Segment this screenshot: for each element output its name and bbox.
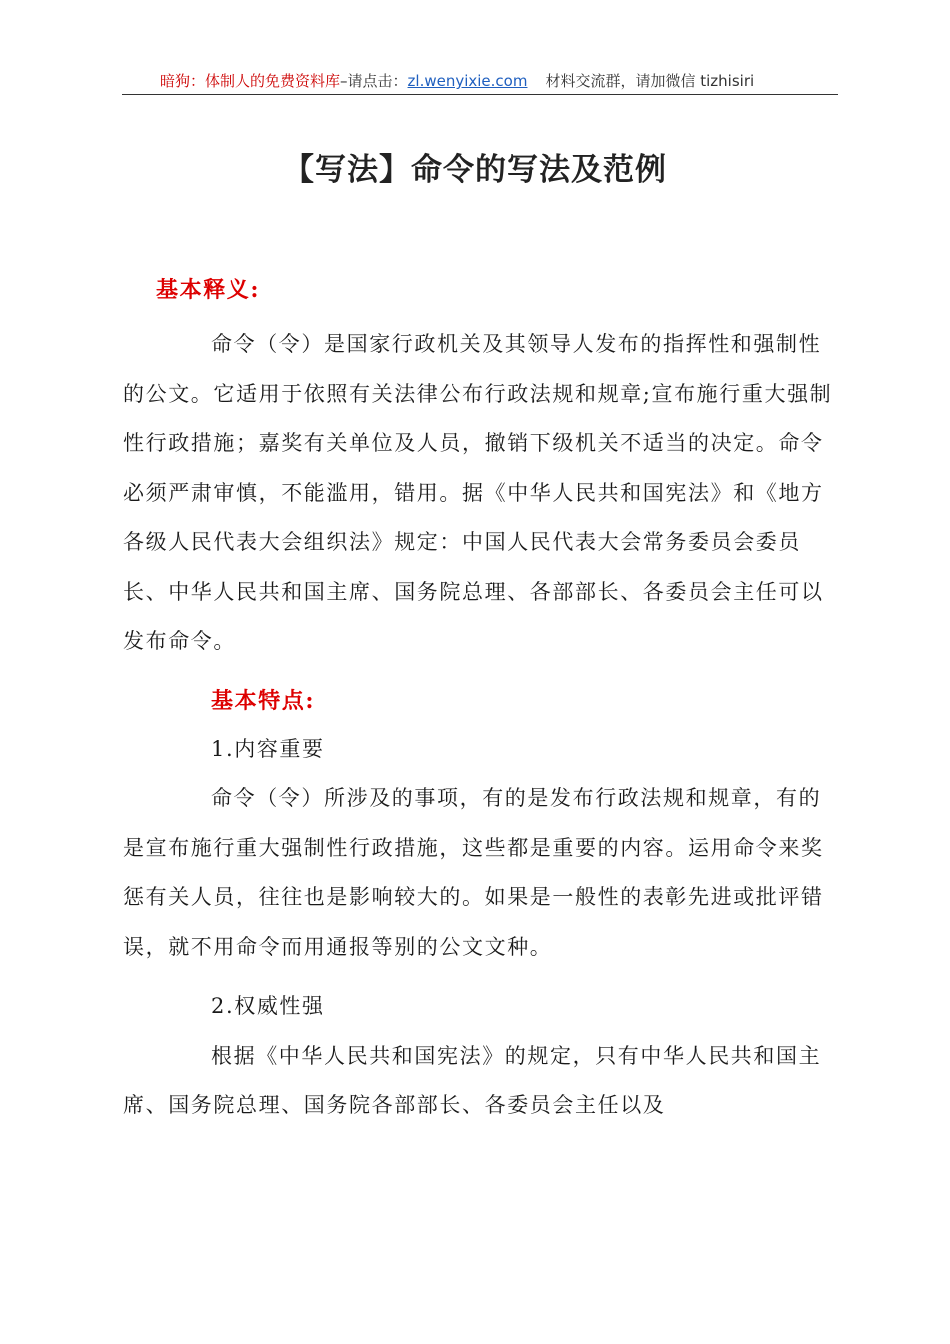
section-heading-features: 基本特点: xyxy=(211,687,316,714)
feature-item-title-2: 2.权威性强 xyxy=(211,994,325,1018)
header-wechat-text: 材料交流群，请加微信 tizhisiri xyxy=(545,72,755,90)
page-header xyxy=(122,68,838,95)
feature-item-paragraph-1: 命令（令）所涉及的事项，有的是发布行政法规和规章，有的是宣布施行重大强制性行政措施，这些都是重要的内容。运用命令来奖惩有关人员，往往也是影响较大的。如果是一般性的表彰先进或批评错误，就不用命令而用通报等别的公文文种。 xyxy=(123,786,824,959)
document-title: 【写法】命令的写法及范例 xyxy=(283,151,667,188)
feature-item-title-1: 1.内容重要 xyxy=(211,736,325,761)
section-heading-definition: 基本释义: xyxy=(156,277,261,303)
header-line xyxy=(160,70,754,92)
header-click-text: –请点击： xyxy=(340,72,408,90)
feature-item-paragraph-2: 根据《中华人民共和国宪法》的规定，只有中华人民共和国主席、国务院总理、国务院各部部长、各委员会主任以及 xyxy=(123,1043,822,1117)
document-body xyxy=(123,270,843,1131)
header-website-link[interactable]: zl.wenyixie.com xyxy=(407,72,528,90)
definition-paragraph: 命令（令）是国家行政机关及其领导人发布的指挥性和强制性的公文。它适用于依照有关法律公布行政法规和规章;宣布施行重大强制性行政措施；嘉奖有关单位及人员，撤销下级机关不适当的决定。命令必须严肃审慎，不能滥用，错用。据《中华人民共和国宪法》和《地方各级人民代表大会组织法》规定：中国人民代表大会常务委员会委员长、中华人民共和国主席、国务院总理、各部部长、各委员会主任可以发布命令。 xyxy=(123,332,833,653)
header-promo-text: 暗狗：体制人的免费资料库 xyxy=(160,72,341,90)
